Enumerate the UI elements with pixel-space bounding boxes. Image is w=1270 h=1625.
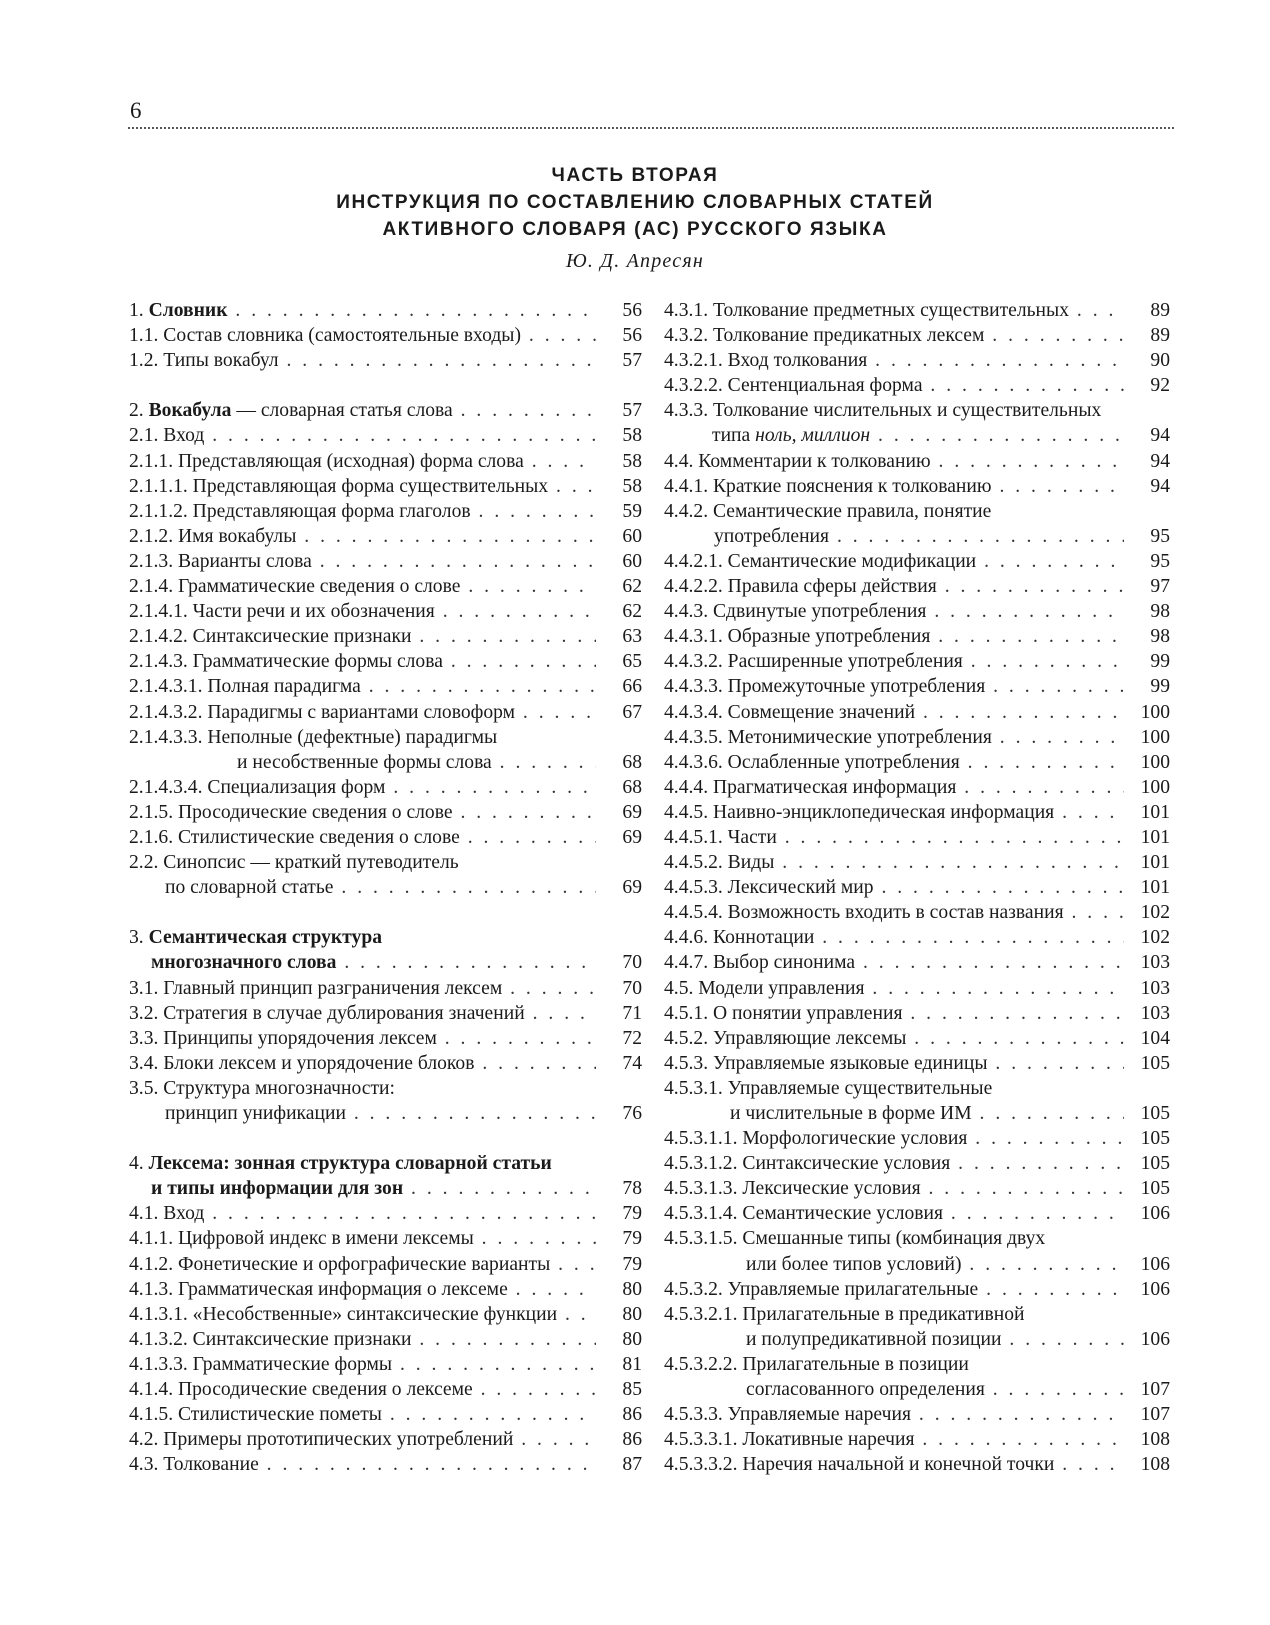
toc-page: 100 [1140,726,1170,748]
toc-entry[interactable]: 3.1. Главный принцип разграничения лексем . . . 70 [129,976,642,1001]
toc-page: 105 [1140,1052,1170,1074]
toc-right-column [664,298,1170,1477]
toc-entry[interactable]: 2. Вокабула — словарная статья слова . . . 57 [129,398,642,423]
toc-page: 62 [622,601,642,623]
author: Ю. Д. Апресян [566,250,704,272]
toc-entry[interactable]: 2.1.6. Стилистические сведения о слове . . . 69 [129,825,642,850]
toc-entry-bold: многозначного слова [151,952,337,974]
toc-left-column [129,298,642,1477]
toc-entry[interactable]: 1. Словник . . . 56 [129,298,642,323]
toc-page: 57 [622,400,642,422]
toc-page: 101 [1140,826,1170,848]
toc-page: 80 [622,1278,642,1300]
toc-page: 101 [1140,877,1170,899]
toc-page: 89 [1150,325,1170,347]
toc-entry[interactable]: 4.1.4. Просодические сведения о лексеме . . . 85 [129,1377,642,1402]
toc-page: 67 [622,701,642,723]
toc-page: 102 [1140,927,1170,949]
toc-entry[interactable]: 4.1.3.1. «Несобственные» синтаксические функции . . . 80 [129,1302,642,1327]
toc-entry[interactable]: 4.1.3.3. Грамматические формы . . . 81 [129,1352,642,1377]
toc-entry[interactable]: 2.1.4.3.4. Специализация форм . . . 68 [129,775,642,800]
toc-page: 100 [1140,701,1170,723]
toc-entry[interactable]: 4.4.4. Прагматическая информация . . . 100 [664,775,1170,800]
toc-page: 79 [622,1228,642,1250]
toc-page: 70 [622,977,642,999]
toc-page: 102 [1140,902,1170,924]
toc-entry-bold: Словник [148,300,228,321]
toc-page: 94 [1150,450,1170,472]
toc-page: 78 [622,1178,642,1200]
toc-page: 65 [622,651,642,673]
toc-page: 107 [1140,1379,1170,1401]
toc-entry[interactable]: 4.5.3.1. Управляемые существительные и числительные в форме ИМ . . . 105 [664,1076,1170,1126]
toc-page: 95 [1150,525,1170,547]
toc-entry[interactable]: 2.1.4.1. Части речи и их обозначения . . . 62 [129,599,642,624]
toc-entry[interactable]: 4.3.2.1. Вход толкования . . . 90 [664,348,1170,373]
toc-page: 70 [622,952,642,974]
toc-page: 56 [622,325,642,347]
toc-page: 100 [1140,776,1170,798]
toc-page: 105 [1140,1128,1170,1150]
toc-entry[interactable]: 4.5.3.3.1. Локативные наречия . . . 108 [664,1427,1170,1452]
toc-page: 74 [622,1052,642,1074]
section-heading [0,162,1270,275]
toc-page: 85 [622,1379,642,1401]
toc-entry[interactable]: 4.5.3.1.1. Морфологические условия . . . 105 [664,1126,1170,1151]
toc-entry[interactable]: 4.1.3. Грамматическая информация о лексеме . . . 80 [129,1277,642,1302]
toc-page: 106 [1140,1328,1170,1350]
toc-page: 68 [622,751,642,773]
toc-entry[interactable]: 4.4.5. Наивно-энциклопедическая информация . . . 101 [664,800,1170,825]
toc-entry-bold: Вокабула [148,400,232,422]
toc-entry[interactable]: 3.3. Принципы упорядочения лексем . . . 72 [129,1026,642,1051]
toc-page: 103 [1140,1002,1170,1024]
toc-entry[interactable]: 4.5.3.3.2. Наречия начальной и конечной точки . . . 108 [664,1452,1170,1477]
toc-page: 108 [1140,1454,1170,1476]
toc-entry[interactable]: 4. Лексема: зонная структура словарной статьи и типы информации для зон . . . 78 [129,1151,642,1201]
toc-page: 58 [622,475,642,497]
toc-entry[interactable]: 2.1.1.1. Представляющая форма существительных . . . 58 [129,474,642,499]
toc-entry[interactable]: 4.5.3.1.2. Синтаксические условия . . . 105 [664,1151,1170,1176]
toc-page: 71 [622,1002,642,1024]
toc-page: 69 [622,877,642,899]
toc-entry[interactable]: 4.4.2.1. Семантические модификации . . . 95 [664,549,1170,574]
toc-entry[interactable]: 4.1.2. Фонетические и орфографические варианты . . . 79 [129,1252,642,1277]
toc-entry[interactable]: 4.4.3.5. Метонимические употребления . . . 100 [664,725,1170,750]
toc-page: 63 [622,626,642,648]
toc-entry[interactable]: 4.4.5.2. Виды . . . 101 [664,850,1170,875]
toc-entry[interactable]: 4.3.2.2. Сентенциальная форма . . . 92 [664,373,1170,398]
toc-entry[interactable]: 4.5.3. Управляемые языковые единицы . . . 105 [664,1051,1170,1076]
toc-entry[interactable]: 4.4.2. Семантические правила, понятие употребления . . . 95 [664,499,1170,549]
toc-entry[interactable]: 2.1.4.3.1. Полная парадигма . . . 66 [129,674,642,699]
toc-entry[interactable]: 4.4.3.1. Образные употребления . . . 98 [664,624,1170,649]
toc-page: 103 [1140,977,1170,999]
toc-entry-italic: ноль, миллион [755,425,871,447]
toc-page: 69 [622,826,642,848]
toc-entry[interactable]: 4.1.3.2. Синтаксические признаки . . . 80 [129,1327,642,1352]
toc-page: 100 [1140,751,1170,773]
toc-page: 57 [622,350,642,372]
toc-entry-bold: и типы информации для зон [151,1178,404,1200]
toc-page: 86 [622,1429,642,1451]
toc-page: 60 [622,525,642,547]
toc-page: 87 [622,1454,642,1476]
toc-entry[interactable]: 4.2. Примеры прототипических употреблений . . . 86 [129,1427,642,1452]
toc-entry[interactable]: 2.1.4.3. Грамматические формы слова . . . 65 [129,649,642,674]
toc-entry[interactable]: 4.4.3.3. Промежуточные употребления . . . 99 [664,674,1170,699]
toc-entry[interactable]: 4.5.3.1.4. Семантические условия . . . 106 [664,1201,1170,1226]
toc-page: 105 [1140,1178,1170,1200]
toc-entry[interactable]: 4.4.2.2. Правила сферы действия . . . 97 [664,574,1170,599]
toc-entry[interactable]: 4.5.3.3. Управляемые наречия . . . 107 [664,1402,1170,1427]
toc-entry[interactable]: 2.1. Вход . . . 58 [129,423,642,448]
toc-entry[interactable]: 2.1.4.3.3. Неполные (дефектные) парадигмы и несобственные формы слова . . . 68 [129,725,642,775]
dotted-rule [128,127,1174,129]
toc-entry[interactable]: 4.5.3.2.1. Прилагательные в предикативной и полупредикативной позиции . . . 106 [664,1302,1170,1352]
toc-entry-bold: Лексема: зонная структура словарной статьи [148,1153,552,1175]
toc-page: 105 [1140,1103,1170,1124]
toc-page: 99 [1150,651,1170,673]
title-line-1: ИНСТРУКЦИЯ ПО СОСТАВЛЕНИЮ СЛОВАРНЫХ СТАТЕЙ [336,192,934,213]
toc-entry[interactable]: 2.1.5. Просодические сведения о слове . . . 69 [129,800,642,825]
toc-page: 81 [622,1353,642,1375]
toc-entry[interactable]: 2.1.1.2. Представляющая форма глаголов . . . 59 [129,499,642,524]
toc-page: 59 [622,500,642,522]
toc-page: 98 [1150,601,1170,623]
toc-page: 94 [1150,425,1170,447]
toc-page: 95 [1150,550,1170,572]
toc-page: 56 [622,300,642,321]
toc-page: 79 [622,1253,642,1275]
toc-page: 80 [622,1328,642,1350]
toc-page: 79 [622,1203,642,1225]
toc-page: 105 [1140,1153,1170,1175]
toc-entry[interactable]: 4.5.3.2. Управляемые прилагательные . . . 106 [664,1277,1170,1302]
toc-page: 62 [622,576,642,598]
toc-entry[interactable]: 2.1.1. Представляющая (исходная) форма слова . . . 58 [129,449,642,474]
toc-entry[interactable]: 3. Семантическая структура многозначного слова . . . 70 [129,925,642,975]
toc-page: 107 [1140,1404,1170,1426]
toc-entry[interactable]: 4.3.3. Толкование числительных и существительных типа ноль, миллион . . . 94 [664,398,1170,448]
toc-page: 103 [1140,952,1170,974]
toc-entry[interactable]: 4.5. Модели управления . . . 103 [664,976,1170,1001]
toc-entry[interactable]: 2.1.2. Имя вокабулы . . . 60 [129,524,642,549]
toc-entry[interactable]: 3.4. Блоки лексем и упорядочение блоков . . . 74 [129,1051,642,1076]
toc-entry[interactable]: 4.1. Вход . . . 79 [129,1201,642,1226]
toc-entry[interactable]: 2.1.4. Грамматические сведения о слове . . . 62 [129,574,642,599]
toc-entry[interactable]: 2.1.4.2. Синтаксические признаки . . . 63 [129,624,642,649]
toc-entry[interactable]: 3.5. Структура многозначности: принцип унификации . . . 76 [129,1076,642,1126]
toc-entry[interactable]: 3.2. Стратегия в случае дублирования значений . . . 71 [129,1001,642,1026]
toc-entry[interactable]: 4.5.3.2.2. Прилагательные в позиции согласованного определения . . . 107 [664,1352,1170,1402]
toc-entry[interactable]: 2.1.3. Варианты слова . . . 60 [129,549,642,574]
toc-entry[interactable]: 2.2. Синопсис — краткий путеводитель по словарной статье . . . 69 [129,850,642,900]
title-line-2: АКТИВНОГО СЛОВАРЯ (АС) РУССКОГО ЯЗЫКА [382,219,888,240]
toc-entry[interactable]: 4.1.5. Стилистические пометы . . . 86 [129,1402,642,1427]
toc-entry[interactable]: 4.4. Комментарии к толкованию . . . 94 [664,449,1170,474]
toc-page: 58 [622,425,642,447]
toc-page: 98 [1150,626,1170,648]
toc-entry[interactable]: 4.4.5.4. Возможность входить в состав названия . . . 102 [664,900,1170,925]
toc-entry[interactable]: 4.5.1. О понятии управления . . . 103 [664,1001,1170,1026]
toc-entry[interactable]: 4.3.1. Толкование предметных существительных . . . 89 [664,298,1170,323]
toc-entry[interactable]: 4.5.3.1.5. Смешанные типы (комбинация двух или более типов условий) . . . 106 [664,1226,1170,1276]
toc-entry[interactable]: 4.4.6. Коннотации . . . 102 [664,925,1170,950]
toc-entry[interactable]: 1.2. Типы вокабул . . . 57 [129,348,642,373]
part-title: ЧАСТЬ ВТОРАЯ [551,165,719,186]
toc-page: 104 [1140,1027,1170,1049]
toc-page: 99 [1150,676,1170,698]
toc-page: 106 [1140,1203,1170,1225]
toc-page: 72 [622,1027,642,1049]
toc-entry[interactable]: 4.4.3.6. Ослабленные употребления . . . 100 [664,750,1170,775]
page-number: 6 [130,98,142,123]
toc-entry[interactable]: 4.4.7. Выбор синонима . . . 103 [664,950,1170,975]
toc-entry[interactable]: 4.4.1. Краткие пояснения к толкованию . . . 94 [664,474,1170,499]
toc-page: 80 [622,1303,642,1325]
toc-page: 106 [1140,1278,1170,1300]
toc-page: 108 [1140,1429,1170,1451]
toc-entry[interactable]: 4.4.5.3. Лексический мир . . . 101 [664,875,1170,900]
toc-entry-bold: Семантическая структура [148,927,383,949]
toc-page: 101 [1140,852,1170,874]
toc-page: 58 [622,450,642,472]
toc-page: 94 [1150,475,1170,497]
toc-entry[interactable]: 4.4.3.2. Расширенные употребления . . . 99 [664,649,1170,674]
toc-page: 97 [1150,576,1170,598]
toc-page: 89 [1150,300,1170,321]
toc-page: 92 [1150,375,1170,397]
toc-page: 60 [622,550,642,572]
toc-page: 90 [1150,350,1170,372]
toc-entry[interactable]: 4.1.1. Цифровой индекс в имени лексемы . . . 79 [129,1226,642,1251]
toc-page: 106 [1140,1253,1170,1275]
toc-entry[interactable]: 4.3.2. Толкование предикатных лексем . . . 89 [664,323,1170,348]
toc-page: 69 [622,801,642,823]
toc-page: 68 [622,776,642,798]
toc-entry[interactable]: 4.4.5.1. Части . . . 101 [664,825,1170,850]
toc-page: 86 [622,1404,642,1426]
toc-page: 101 [1140,801,1170,823]
toc-entry[interactable]: 4.5.2. Управляющие лексемы . . . 104 [664,1026,1170,1051]
toc-entry[interactable]: 4.5.3.1.3. Лексические условия . . . 105 [664,1176,1170,1201]
toc-entry[interactable]: 4.3. Толкование . . . 87 [129,1452,642,1477]
toc-entry[interactable]: 4.4.3. Сдвинутые употребления . . . 98 [664,599,1170,624]
toc-entry[interactable]: 2.1.4.3.2. Парадигмы с вариантами словоформ . . . 67 [129,700,642,725]
toc-entry[interactable]: 1.1. Состав словника (самостоятельные входы) . . . 56 [129,323,642,348]
toc-page: 76 [622,1103,642,1124]
toc-page: 66 [622,676,642,698]
toc-entry[interactable]: 4.4.3.4. Совмещение значений . . . 100 [664,700,1170,725]
